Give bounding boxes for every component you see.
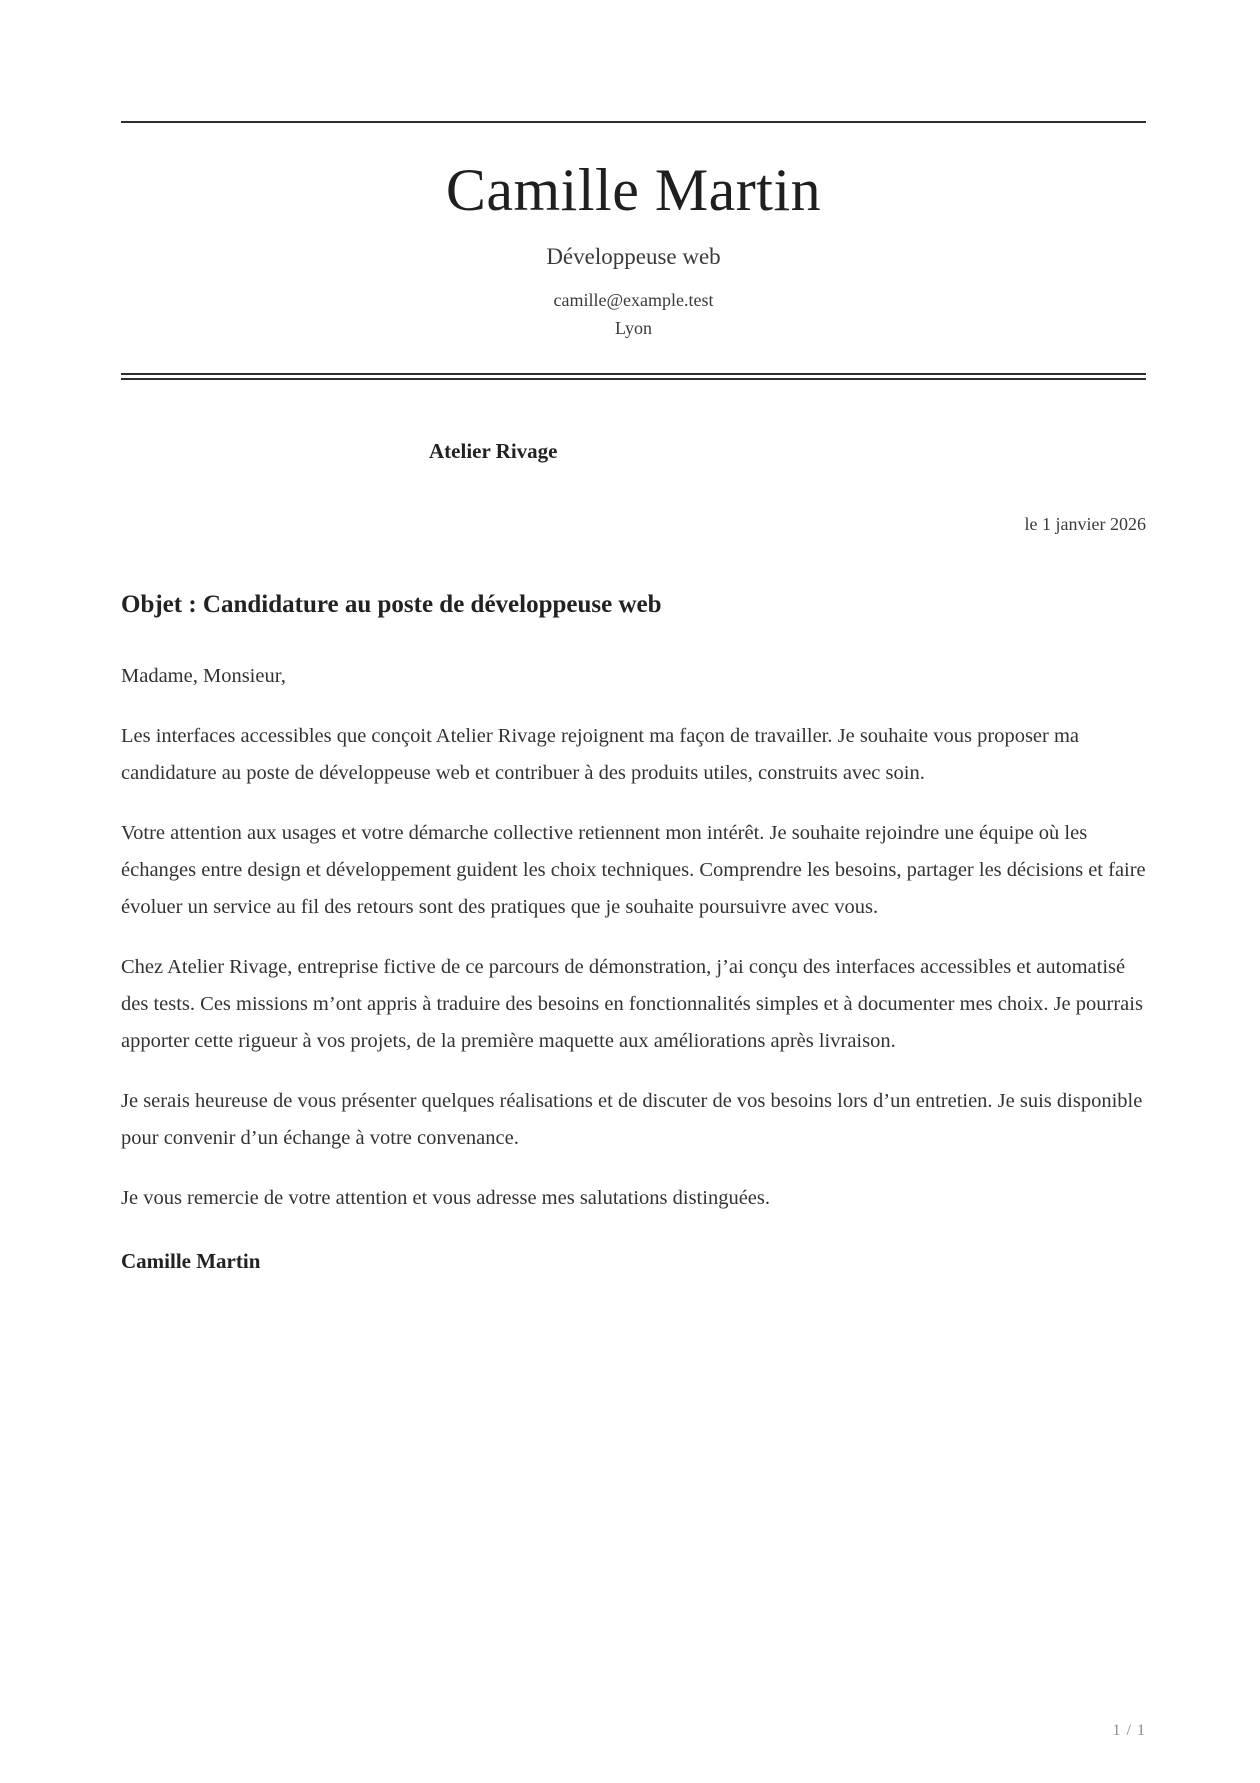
letter-paragraph-2: Votre attention aux usages et votre démarche collective retiennent mon intérêt. Je souhaite rejoindre une équipe où les échanges entre design et développement guident les choix techniques. Comprendre les besoins, partager les décisions et faire évoluer un service au fil des retours sont des pratiques que je souhaite poursuivre avec vous. xyxy=(121,822,1146,918)
letter-date: le 1 janvier 2026 xyxy=(1024,514,1146,534)
letter-subject: Objet : Candidature au poste de développeuse web xyxy=(121,591,662,618)
sender-role: Développeuse web xyxy=(546,244,721,269)
letter-closing: Je vous remercie de votre attention et vous adresse mes salutations distinguées. xyxy=(121,1187,770,1209)
sender-city: Lyon xyxy=(614,318,652,338)
sender-name: Camille Martin xyxy=(445,157,822,223)
letter-header xyxy=(121,150,1146,342)
sender-email: camille@example.test xyxy=(553,290,714,310)
letter-body xyxy=(121,658,1146,1240)
letter-paragraph-4: Je serais heureuse de vous présenter quelques réalisations et de discuter de vos besoins lors d’un entretien. Je suis disponible pour convenir d’un échange à votre convenance. xyxy=(121,1090,1143,1149)
letter-paragraph-1: Les interfaces accessibles que conçoit Atelier Rivage rejoignent ma façon de travailler. Je souhaite vous proposer ma candidature au poste de développeuse web et contribuer à des produits utiles, construits avec soin. xyxy=(121,725,1080,784)
recipient-name: Atelier Rivage xyxy=(429,439,558,463)
letter-greeting: Madame, Monsieur, xyxy=(121,665,286,687)
page-number: 1 / 1 xyxy=(1112,1722,1146,1739)
header-top-rule xyxy=(121,121,1146,123)
letter-paragraph-3: Chez Atelier Rivage, entreprise fictive de ce parcours de démonstration, j’ai conçu des interfaces accessibles et automatisé des tests. Ces missions m’ont appris à traduire des besoins en fonctionnalités simples et à documenter mes choix. Je pourrais apporter cette rigueur à vos projets, de la première maquette aux améliorations après livraison. xyxy=(121,956,1143,1052)
letter-signature: Camille Martin xyxy=(121,1249,261,1273)
sender-contact xyxy=(121,286,1146,342)
header-double-rule xyxy=(121,373,1146,380)
